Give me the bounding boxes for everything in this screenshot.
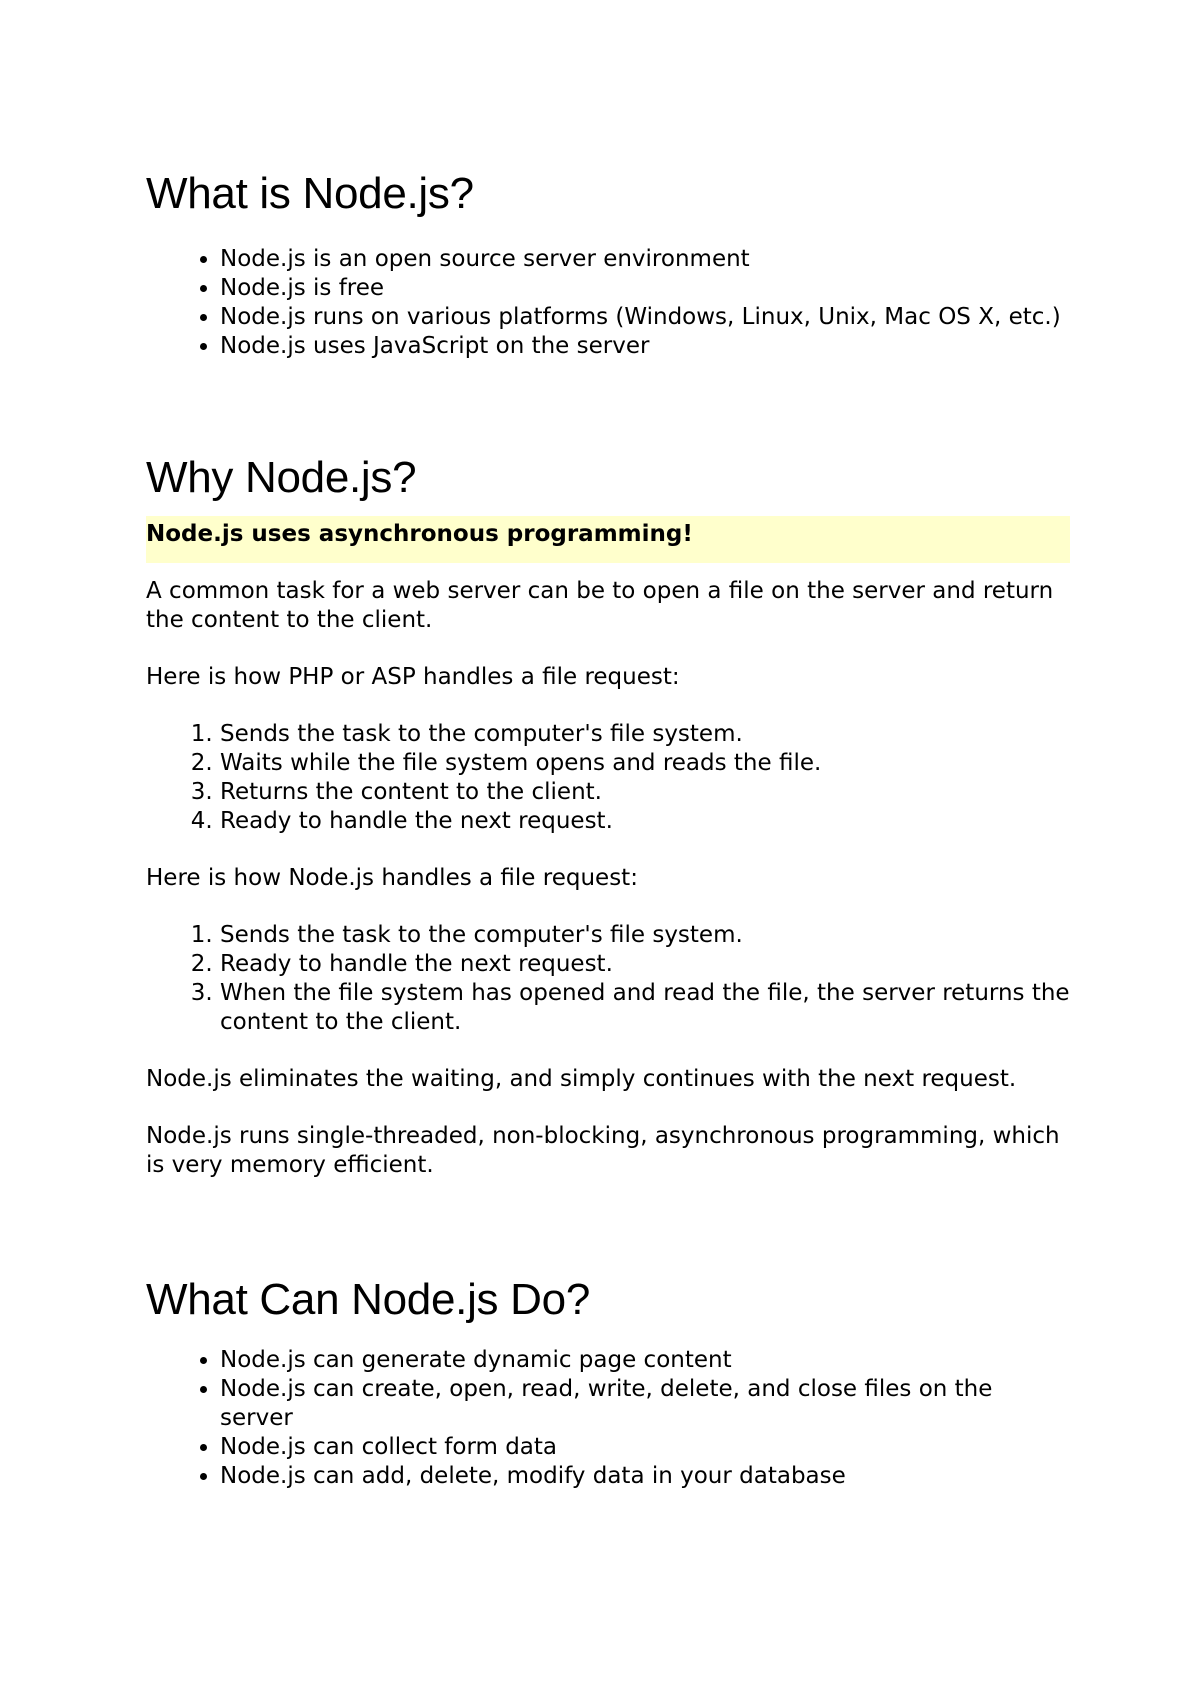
what-is-list	[146, 245, 1070, 361]
paragraph-common-task: A common task for a web server can be to open a file on the server and return the content to the client.	[146, 578, 1054, 633]
list-item: • Node.js can collect form data	[220, 1433, 1070, 1462]
paragraph-eliminates-waiting: Node.js eliminates the waiting, and simply continues with the next request.	[146, 1066, 1017, 1092]
paragraph-node-intro: Here is how Node.js handles a file request:	[146, 865, 638, 891]
list-item: • Node.js runs on various platforms (Windows, Linux, Unix, Mac OS X, etc.)	[220, 303, 1070, 332]
list-item: 3. When the file system has opened and read the file, the server returns the content to the client.	[220, 979, 1070, 1037]
php-steps-list	[146, 720, 1070, 836]
heading-why-nodejs: Why Node.js?	[146, 453, 417, 502]
what-can-list	[146, 1346, 1070, 1491]
paragraph-php-intro: Here is how PHP or ASP handles a file request:	[146, 664, 680, 690]
list-item: 1. Sends the task to the computer's file system.	[220, 921, 1070, 950]
list-item: • Node.js uses JavaScript on the server	[220, 332, 1070, 361]
list-item: 3. Returns the content to the client.	[220, 778, 1070, 807]
paragraph-single-threaded: Node.js runs single-threaded, non-blocking, asynchronous programming, which is very memory efficient.	[146, 1123, 1060, 1178]
list-item: 4. Ready to handle the next request.	[220, 807, 1070, 836]
document-page	[146, 0, 1070, 1491]
heading-what-can-nodejs-do: What Can Node.js Do?	[146, 1275, 590, 1324]
list-item: 2. Waits while the file system opens and reads the file.	[220, 749, 1070, 778]
list-item: 1. Sends the task to the computer's file system.	[220, 720, 1070, 749]
list-item: • Node.js is free	[220, 274, 1070, 303]
list-item: • Node.js is an open source server environment	[220, 245, 1070, 274]
list-item: • Node.js can create, open, read, write, delete, and close files on the server	[220, 1375, 1070, 1433]
heading-what-is-nodejs: What is Node.js?	[146, 169, 474, 218]
list-item: • Node.js can generate dynamic page content	[220, 1346, 1070, 1375]
highlight-note: Node.js uses asynchronous programming!	[146, 516, 1070, 563]
list-item: 2. Ready to handle the next request.	[220, 950, 1070, 979]
node-steps-list	[146, 921, 1070, 1037]
list-item: • Node.js can add, delete, modify data in your database	[220, 1462, 1070, 1491]
